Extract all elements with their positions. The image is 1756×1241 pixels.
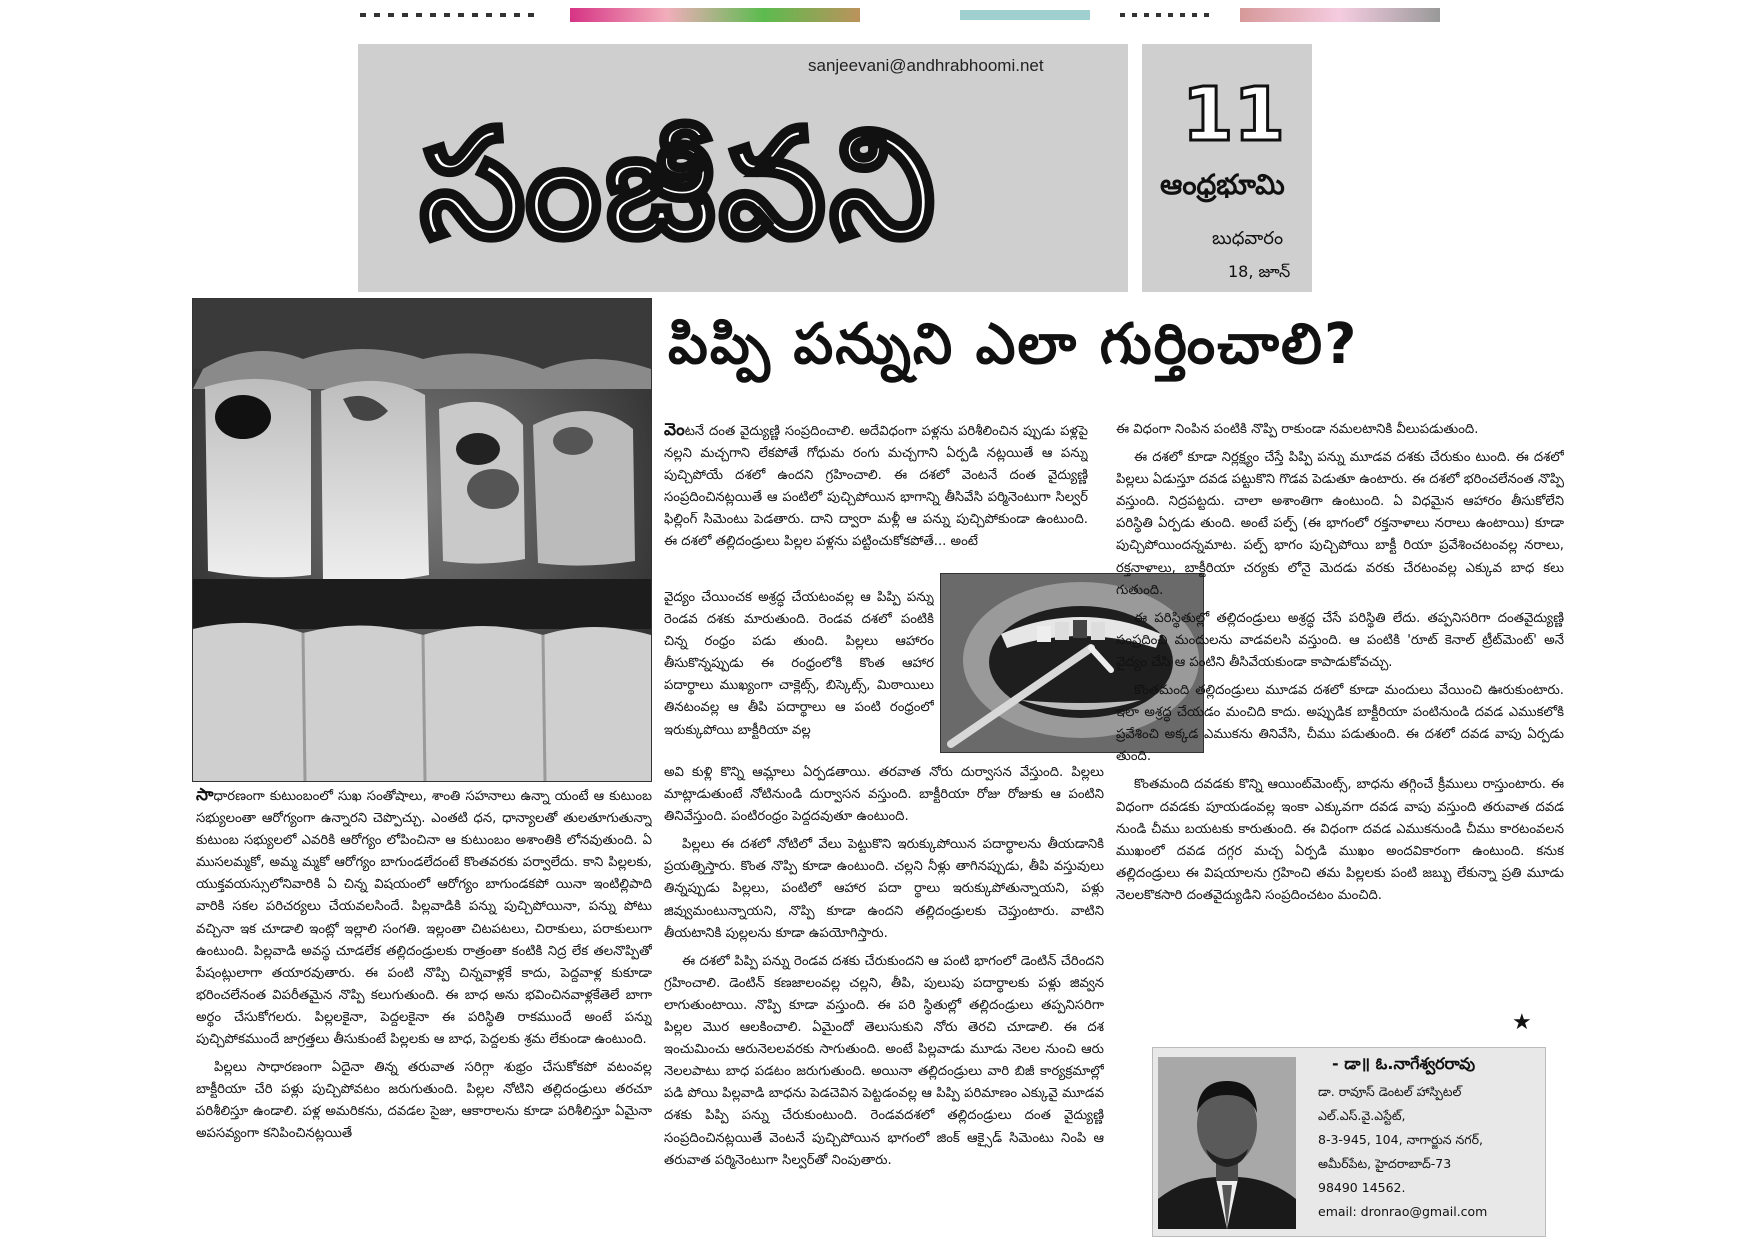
top-scan-strip [360,8,1470,22]
author-contact [1318,1080,1538,1224]
paragraph: ఈ దశలో కూడా నిర్లక్ష్యం చేస్తే పిప్పి పన్ను మూడవ దశకు చేరుకుం టుంది. ఈ దశలో పిల్లలు ఏడుస్తూ దవడ పట్టుకొని గొడవ పెడుతూ ఉంటారు. ఈ దశలో భరించలేనంత నొప్పి వస్తుంది. నిద్రపట్టదు. చాలా అశాంతిగా ఉంటుంది. ఏ విధమైన ఆహారం తీసుకోలేని పరిస్థితి ఏర్పడు తుంది. అంటే పల్ప్ (ఈ భాగంలో రక్తనాళాలు నరాలు ఉంటాయి) కూడా పుచ్చిపోయిందన్నమాట. పల్ప్ భాగం పుచ్చిపోయి బాక్టీ రియా ప్రవేశించటంవల్ల నరాలు, రక్తనాళాలు, బాక్టీరియా చర్యకు లోనై మెదడు వరకు చేరటంవల్ల ఎక్కువ బాధ కలు గుతుంది. [1116,450,1564,598]
end-star-icon: ★ [1512,1010,1532,1035]
paragraph: అవి కుళ్లి కొన్ని ఆమ్లాలు ఏర్పడతాయి. తరవాత నోరు దుర్వాసన వేస్తుంది. పిల్లలు మాట్లాడుతుంటే నోటినుండి దుర్వాసన వస్తుంది. బాక్టీరియా రోజు రోజుకు ఆ పంటిని తినివేస్తుంది. పంటిరంధ్రం పెద్దదవుతూ ఉంటుంది. [664,765,1104,825]
newspaper-name: ఆంధ్రభూమి [1160,168,1285,201]
issue-date: 18, జూన్ [1228,262,1291,281]
masthead-email: sanjeevani@andhrabhoomi.net [808,56,1044,75]
article-column-1 [196,784,652,1230]
article-column-2-top [664,419,1088,587]
page-number: 11 [1182,72,1285,158]
paragraph: పిల్లలు సాధారణంగా ఏదైనా తిన్న తరువాత సరిగ్గా శుభ్రం చేసుకోకపో వటంవల్ల బాక్టీరియా చేరి పళ్లు పుచ్చిపోవటం జరుగుతుంది. పిల్లల నోటిని తల్లిదండ్రులు తరచూ పరిశీలిస్తూ ఉండాలి. పళ్ల అమరికను, దవడల సైజు, ఆకారాలను కూడా పరిశీలిస్తూ ఏమైనా అపసవ్యంగా కనిపించినట్లయితే [196,1060,652,1142]
paragraph: ఈ దశలో పిప్పి పన్ను రెండవ దశకు చేరుకుందని ఆ పంటి భాగంలో డెంటిన్ చేరిందని గ్రహించాలి. డెంటిన్ కణజాలంవల్ల చల్లని, తీపి, పులుపు పదార్థాలకు పళ్లు జివ్వన లాగుతుంటాయి. నొప్పి కూడా వస్తుంది. ఈ పరి స్థితుల్లో తల్లిదండ్రులు తప్పనిసరిగా పిల్లల మొర ఆలకించాలి. ఏమైందో తెలుసుకుని నోరు తెరచి చూడాలి. ఈ దశ ఇంచుమించు ఆరునెలలవరకు సాగుతుంది. అంటే పిల్లవాడు మూడు నెలల నుంచి ఆరు నెలలపాటు బాధ పడటం జరుగుతుంది. అయినా తల్లిదండ్రులు వారి బిజీ కార్యక్రమాల్లో పడి పోయి పిల్లవాడి బాధను పెడచెవిన పెట్టడంవల్ల ఆ పిప్పి పరిమాణం ఎక్కువై మూడవ దశకు పిప్పి పన్ను చేరుకుంటుంది. రెండవదశలో తల్లిదండ్రులు దంత వైద్యుణ్ణి సంప్రదించినట్లయితే వెంటనే పుచ్చిపోయిన భాగంలో జింక్ ఆక్సైడ్ సిమెంటు నింపి ఆ తరువాత పర్మినెంటుగా సిల్వర్‌తో నింపుతారు. [664,953,1104,1168]
paragraph: వైద్యం చేయించక అశ్రద్ధ చేయటంవల్ల ఆ పిప్పి పన్ను రెండవ దశకు మారుతుంది. రెండవ దశలో పంటికి చిన్న రంధ్రం పడు తుంది. పిల్లలు ఆహారం తీసుకొన్నప్పుడు ఈ రంధ్రంలోకి కొంత ఆహార పదార్థాలు ముఖ్యంగా చాక్లెట్స్, బిస్కెట్స్, మిఠాయిలు తినటంవల్ల ఆ తీపి పదార్థాలు ఆ పంటి రంధ్రంలో ఇరుక్కుపోయి బాక్టీరియా వల్ల [664,590,934,738]
paragraph: ఈ విధంగా నింపిన పంటికి నొప్పి రాకుండా నమలటానికి వీలుపడుతుంది. [1116,422,1479,437]
paragraph: కొంతమంది దవడకు కొన్ని ఆయింట్‌మెంట్స్, బాధను తగ్గించే క్రీములు రాస్తుంటారు. ఈ విధంగా దవడకు పూయడంవల్ల ఇంకా ఎక్కువగా దవడ వాపు వస్తుంది తరువాత దవడ నుండి చీము బయటకు కారుతుంది. ఈ విధంగా దవడ ఎముకనుండి చీము కారటంవలన ముఖంలో దవడ దగ్గర మచ్చ ఏర్పడి ముఖం అందవికారంగా ఉంటుంది. కనుక తల్లిదండ్రులు ఈ విషయాలను గ్రహించి తమ పిల్లలకు పంటి జబ్బు లేకున్నా ప్రతి మూడు నెలలకొకసారి దంతవైద్యుడిని సంప్రదించటం మంచిది. [1116,777,1564,903]
paragraph: పిల్లలు ఈ దశలో నోటిలో వేలు పెట్టుకొని ఇరుక్కుపోయిన పదార్థాలను తీయడానికి ప్రయత్నిస్తారు. కొంత నొప్పి కూడా ఉంటుంది. చల్లని నీళ్లు తాగినప్పుడు, తీపి వస్తువులు తిన్నప్పుడు పిల్లలు, పంటిలో ఆహార పదా ర్థాలు ఇరుక్కుపోతున్నాయని, పళ్లు జివ్వుమంటున్నాయని, నొప్పి కూడా ఉందని తల్లిదండ్రులకు చెప్తుంటారు. వాటిని తీయటానికి పుల్లలను కూడా ఉపయోగిస్తారు. [664,837,1104,941]
author-name: - డా॥ ఓ.నాగేశ్వరరావు [1332,1054,1476,1073]
paragraph: సాధారణంగా కుటుంబంలో సుఖ సంతోషాలు, శాంతి సహనాలు ఉన్నా యంటే ఆ కుటుంబ సభ్యులంతా ఆరోగ్యంగా ఉన్నారని చెప్పొచ్చు. ఎంతటి ధన, ధాన్యాలతో తులతూగుతున్నా కుటుంబ సభ్యులలో ఎవరికి ఆరోగ్యం లోపించినా ఆ కుటుంబం అశాంతికి లోనవుతుంది. ఏ ముసలమ్మకో, అమ్మ మ్మకో ఆరోగ్యం బాగుండలేదంటే కొంతవరకు పర్వాలేదు. కాని పిల్లలకు, యుక్తవయస్సులోనివారికి ఏ చిన్న విషయంలో ఆరోగ్యం బాగుండకపో యినా ఇంటిల్లిపాది వారికి సకల పరిచర్యలు చేయవలసిందే. పిల్లవాడికి పన్ను పుచ్చిపోయినా, పన్ను పోటు వచ్చినా ఇక చూడాలి ఇంట్లో ఇల్లాలి సంగతి. ఇల్లంతా చిటపటలు, చిరాకులు, పరాకులుగా ఉంటుంది. పిల్లవాడి అవస్థ చూడలేక తల్లిదండ్రులకు రాత్రంతా కంటికి నిద్ర లేక తలనొప్పితో పేషంట్లులాగా తయారవుతారు. ఈ పంటి నొప్పి చిన్నవాళ్లకే కాదు, పెద్దవాళ్ల కుకూడా భరించలేనంత విపరీతమైన నొప్పి కలుగుతుంది. ఈ బాధ అను భవించినవాళ్లకేతెలే బాగా అర్థం చేసుకోగలరు. పిల్లలకైనా, పెద్దలకైనా ఈ పరిస్థితి రాకముందే అంటే పన్ను పుచ్చిపోకముందే జాగ్రత్తలు తీసుకుంటే పిల్లలకు ఆ బాధ, పెద్దలకు శ్రమ లేకుండా ఉంటుంది. [196,785,652,1048]
hospital-name: డా. రావూస్ డెంటల్ హాస్పిటల్ [1318,1084,1462,1099]
phone-number: 98490 14562. [1318,1180,1406,1195]
author-email: email: dronrao@gmail.com [1318,1204,1488,1219]
author-degree: ఎల్.ఎస్.వై.ఎస్టేట్, [1318,1108,1406,1123]
address-line: అమీర్‌పేట, హైదరాబాద్-73 [1318,1156,1452,1171]
article-column-2-mid [664,587,934,762]
weekday: బుధవారం [1212,228,1284,249]
decayed-teeth-photo [192,298,652,782]
paragraph: కొంతమంది తల్లిదండ్రులు మూడవ దశలో కూడా మందులు వేయించి ఊరుకుంటారు. ఇలా అశ్రద్ధ చేయడం మంచిది కాదు. అప్పుడిక బాక్టీరియా పంటినుండి దవడ ఎముకలోకి ప్రవేశించి అక్కడ ఎముకను తినివేసి, చీము పడుతుంది. ఈ దశలో దవడ వాపు ఏర్పడు తుంది. [1116,683,1564,765]
article-column-2-bottom [664,762,1104,1230]
article-headline: పిప్పి పన్నుని ఎలా గుర్తించాలి? [668,312,1359,377]
article-column-3 [1116,419,1564,1023]
section-title: సంజీవని [420,98,939,272]
paragraph: ఈ పరిస్థితుల్లో తల్లిదండ్రులు అశ్రద్ధ చేసే పరిస్థితి లేదు. తప్పనిసరిగా దంతవైద్యుణ్ణి సంప్రదించి మందులను వాడవలసి వస్తుంది. ఆ పంటికి 'రూట్ కెనాల్ ట్రీట్‌మెంట్' అనే వైద్యం చేసి ఆ పంటిని తీసివేయకుండా కాపాడుకోవచ్చు. [1116,610,1564,670]
address-line: 8-3-945, 104, నాగార్జున నగర్, [1318,1132,1483,1147]
paragraph: వెంటనే దంత వైద్యుణ్ణి సంప్రదించాలి. అదేవిధంగా పళ్లను పరిశీలించిన ప్పుడు పళ్లపై నల్లని మచ్చగాని లేకపోతే గోధుమ రంగు మచ్చగాని ఏర్పడి నట్లయితే ఆ పన్ను పుచ్చిపోయే దశలో ఉందని గ్రహించాలి. ఈ దశలో వెంటనే దంత వైద్యుణ్ణి సంప్రదించినట్లయితే ఆ పంటిలో పుచ్చిపోయిన భాగాన్ని తీసివేసి పర్మినెంటుగా సిల్వర్ ఫిల్లింగ్ సిమెంటు పెడతారు. దాని ద్వారా మళ్లీ ఆ పన్ను పుచ్చిపోకుండా ఉంటుంది. ఈ దశలో తల్లిదండ్రులు పిల్లల పళ్లను పట్టించుకోకపోతే... అంటే [664,420,1088,550]
author-portrait [1158,1057,1296,1229]
